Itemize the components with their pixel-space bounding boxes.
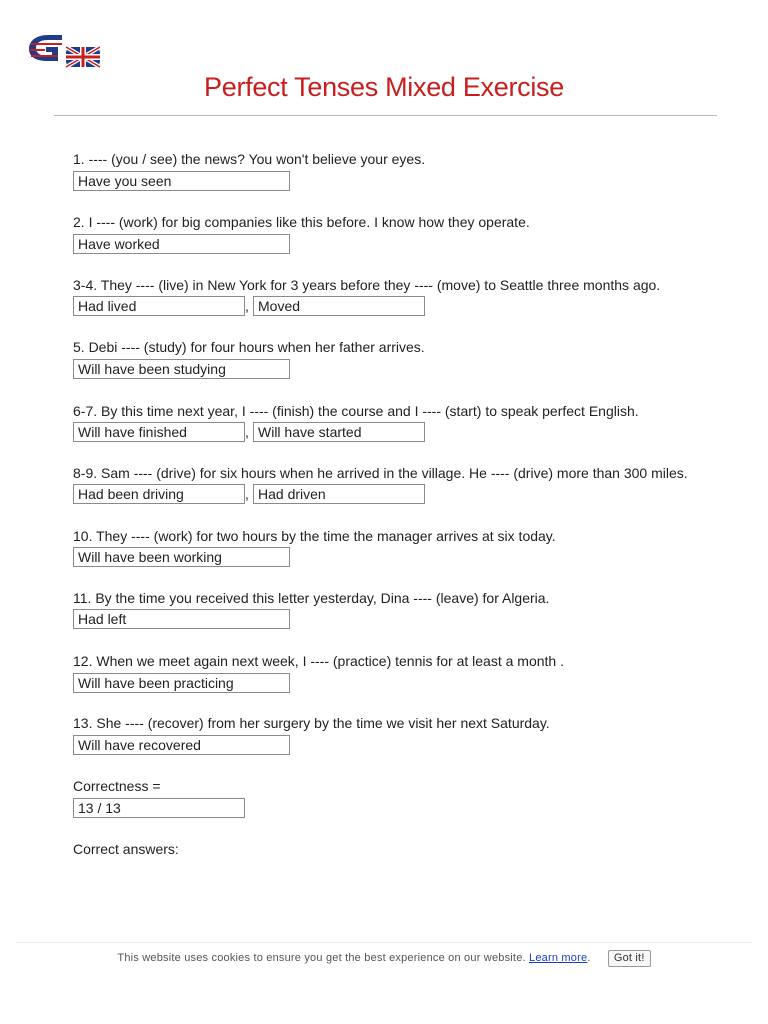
question-11: 11. By the time you received this letter yesterday, Dina ---- (leave) for Algeria. bbox=[73, 590, 550, 606]
cookie-banner bbox=[16, 942, 752, 975]
answer-input-13[interactable]: Will have recovered bbox=[73, 735, 290, 755]
answer-input-1[interactable]: Have you seen bbox=[73, 171, 290, 191]
answer-input-12[interactable]: Will have been practicing bbox=[73, 673, 290, 693]
answer-input-6[interactable]: Will have finished bbox=[73, 422, 245, 442]
question-6-7: 6-7. By this time next year, I ---- (finish) the course and I ---- (start) to speak perfect English. bbox=[73, 403, 639, 419]
site-logo[interactable] bbox=[28, 33, 102, 69]
logo-b-flag bbox=[66, 47, 100, 67]
answer-input-10[interactable]: Will have been working bbox=[73, 547, 290, 567]
correct-answers-label: Correct answers: bbox=[73, 841, 179, 857]
cookie-period: . bbox=[587, 952, 591, 964]
answer-input-3[interactable]: Had lived bbox=[73, 296, 245, 316]
answer-separator: , bbox=[245, 424, 249, 440]
answer-separator: , bbox=[245, 486, 249, 502]
answer-input-11[interactable]: Had left bbox=[73, 609, 290, 629]
logo-g-flag bbox=[29, 35, 62, 61]
got-it-button[interactable]: Got it! bbox=[608, 950, 651, 967]
page-title: Perfect Tenses Mixed Exercise bbox=[204, 72, 564, 102]
title-divider bbox=[54, 115, 717, 116]
correctness-field: 13 / 13 bbox=[73, 798, 245, 818]
answer-input-7[interactable]: Will have started bbox=[253, 422, 425, 442]
question-13: 13. She ---- (recover) from her surgery by the time we visit her next Saturday. bbox=[73, 715, 550, 731]
correctness-label: Correctness = bbox=[73, 778, 161, 794]
answer-input-4[interactable]: Moved bbox=[253, 296, 425, 316]
answer-separator: , bbox=[245, 298, 249, 314]
learn-more-link[interactable]: Learn more bbox=[529, 952, 588, 964]
answer-input-5[interactable]: Will have been studying bbox=[73, 359, 290, 379]
question-10: 10. They ---- (work) for two hours by the time the manager arrives at six today. bbox=[73, 528, 556, 544]
answer-input-8[interactable]: Had been driving bbox=[73, 484, 245, 504]
answer-input-2[interactable]: Have worked bbox=[73, 234, 290, 254]
question-2: 2. I ---- (work) for big companies like this before. I know how they operate. bbox=[73, 214, 530, 230]
answer-input-9[interactable]: Had driven bbox=[253, 484, 425, 504]
question-3-4: 3-4. They ---- (live) in New York for 3 years before they ---- (move) to Seattle three months ago. bbox=[73, 277, 661, 293]
question-5: 5. Debi ---- (study) for four hours when her father arrives. bbox=[73, 339, 425, 355]
question-8-9: 8-9. Sam ---- (drive) for six hours when he arrived in the village. He ---- (drive) more than 300 miles. bbox=[73, 465, 688, 481]
cookie-message: This website uses cookies to ensure you get the best experience on our website. bbox=[117, 952, 526, 964]
question-12: 12. When we meet again next week, I ---- (practice) tennis for at least a month . bbox=[73, 653, 564, 669]
question-1: 1. ---- (you / see) the news? You won't believe your eyes. bbox=[73, 151, 426, 167]
